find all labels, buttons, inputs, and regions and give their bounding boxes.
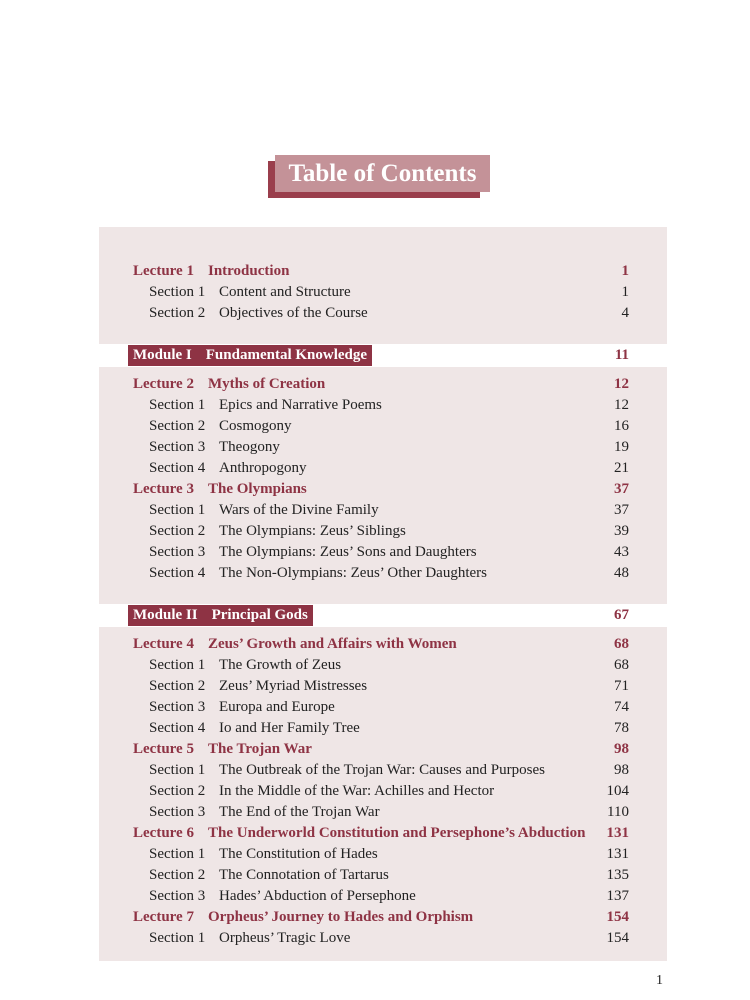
module-title: Fundamental Knowledge — [205, 347, 368, 363]
toc-section-row[interactable] — [99, 542, 667, 563]
module-title: Principal Gods — [211, 607, 308, 623]
page-number: 1 — [656, 973, 663, 988]
page-ref: 137 — [606, 888, 629, 904]
section-title: Hades’ Abduction of Persephone — [219, 888, 416, 904]
section-number: Section 3 — [149, 804, 206, 820]
section-title: Epics and Narrative Poems — [219, 397, 382, 413]
lecture-title: Zeus’ Growth and Affairs with Women — [208, 636, 457, 652]
toc-section-row[interactable] — [99, 802, 667, 823]
toc-lecture-row[interactable] — [99, 739, 667, 760]
toc-section-row[interactable] — [99, 437, 667, 458]
section-number: Section 1 — [149, 930, 206, 946]
section-title: Content and Structure — [219, 284, 351, 300]
toc-title-banner — [266, 155, 490, 199]
page-ref: 11 — [614, 347, 629, 363]
page-ref: 135 — [606, 867, 629, 883]
lecture-number: Lecture 2 — [133, 376, 194, 392]
toc-section-row[interactable] — [99, 886, 667, 907]
toc-lecture-row[interactable] — [99, 479, 667, 500]
page-ref: 110 — [607, 804, 629, 820]
page-ref: 68 — [614, 636, 629, 652]
page-ref: 71 — [614, 678, 629, 694]
section-title: Theogony — [219, 439, 280, 455]
toc-section-row[interactable] — [99, 395, 667, 416]
toc-module-row[interactable] — [99, 345, 667, 367]
toc-section-row[interactable] — [99, 865, 667, 886]
page-ref: 67 — [614, 607, 629, 623]
section-number: Section 1 — [149, 762, 206, 778]
section-number: Section 1 — [149, 284, 206, 300]
page-ref: 48 — [614, 565, 629, 581]
section-title: Anthropogony — [219, 460, 307, 476]
toc-section-row[interactable] — [99, 928, 667, 949]
page-ref: 68 — [614, 657, 629, 673]
toc-lecture-row[interactable] — [99, 374, 667, 395]
page-ref: 21 — [614, 460, 629, 476]
lecture-title: Orpheus’ Journey to Hades and Orphism — [208, 909, 474, 925]
toc-section-row[interactable] — [99, 718, 667, 739]
section-number: Section 2 — [149, 867, 206, 883]
toc-section-row[interactable] — [99, 760, 667, 781]
lecture-number: Lecture 7 — [133, 909, 194, 925]
section-title: The Connotation of Tartarus — [219, 867, 389, 883]
module-number: Module II — [133, 607, 198, 623]
page-ref: 74 — [614, 699, 629, 715]
page-ref: 12 — [614, 397, 629, 413]
section-number: Section 2 — [149, 418, 206, 434]
section-title: Io and Her Family Tree — [219, 720, 360, 736]
section-title: The End of the Trojan War — [219, 804, 380, 820]
section-number: Section 2 — [149, 523, 206, 539]
page-ref: 131 — [606, 825, 629, 841]
section-number: Section 3 — [149, 888, 206, 904]
section-number: Section 4 — [149, 460, 206, 476]
page-ref: 98 — [614, 741, 629, 757]
lecture-title: The Trojan War — [208, 741, 312, 757]
lecture-number: Lecture 3 — [133, 481, 194, 497]
page-ref: 37 — [614, 502, 629, 518]
toc-section-row[interactable] — [99, 521, 667, 542]
page-ref: 1 — [621, 284, 629, 300]
toc-lecture-row[interactable] — [99, 634, 667, 655]
section-number: Section 3 — [149, 699, 206, 715]
section-title: Zeus’ Myriad Mistresses — [219, 678, 368, 694]
section-number: Section 2 — [149, 678, 206, 694]
toc-section-row[interactable] — [99, 282, 667, 303]
section-title: The Olympians: Zeus’ Sons and Daughters — [219, 544, 477, 560]
page-ref: 154 — [606, 930, 629, 946]
page-ref: 37 — [614, 481, 629, 497]
lecture-number: Lecture 1 — [133, 263, 194, 279]
toc-section-row[interactable] — [99, 563, 667, 584]
section-number: Section 1 — [149, 502, 206, 518]
section-number: Section 1 — [149, 846, 206, 862]
toc-section-row[interactable] — [99, 655, 667, 676]
section-number: Section 1 — [149, 657, 206, 673]
toc-section-row[interactable] — [99, 458, 667, 479]
page-ref: 43 — [614, 544, 629, 560]
page-ref: 78 — [614, 720, 629, 736]
section-title: The Constitution of Hades — [219, 846, 378, 862]
page-ref: 39 — [614, 523, 629, 539]
page-ref: 19 — [614, 439, 629, 455]
module-number: Module I — [133, 347, 192, 363]
section-number: Section 2 — [149, 305, 206, 321]
lecture-title: The Underworld Constitution and Persephone’s Abduction — [208, 825, 586, 841]
section-number: Section 3 — [149, 439, 206, 455]
toc-lecture-row[interactable] — [99, 907, 667, 928]
toc-lecture-row[interactable] — [99, 261, 667, 282]
lecture-number: Lecture 6 — [133, 825, 194, 841]
toc-section-row[interactable] — [99, 676, 667, 697]
section-number: Section 1 — [149, 397, 206, 413]
lecture-title: The Olympians — [208, 481, 307, 497]
toc-section-row[interactable] — [99, 697, 667, 718]
module-heading — [128, 605, 313, 626]
section-number: Section 4 — [149, 720, 206, 736]
toc-section-row[interactable] — [99, 844, 667, 865]
lecture-number: Lecture 5 — [133, 741, 194, 757]
page-ref: 104 — [606, 783, 629, 799]
section-number: Section 2 — [149, 783, 206, 799]
section-title: In the Middle of the War: Achilles and Hector — [219, 783, 495, 799]
section-title: Orpheus’ Tragic Love — [219, 930, 351, 946]
module-heading — [128, 345, 372, 366]
page-ref: 16 — [614, 418, 629, 434]
section-title: The Non-Olympians: Zeus’ Other Daughters — [219, 565, 487, 581]
section-title: The Growth of Zeus — [219, 657, 342, 673]
table-of-contents — [99, 227, 667, 961]
page-ref: 98 — [614, 762, 629, 778]
toc-lecture-row[interactable] — [99, 823, 667, 844]
page-ref: 4 — [621, 305, 629, 321]
section-title: Objectives of the Course — [219, 305, 368, 321]
page-title: Table of Contents — [275, 155, 490, 192]
section-title: The Olympians: Zeus’ Siblings — [219, 523, 406, 539]
page-ref: 1 — [621, 263, 629, 279]
section-title: The Outbreak of the Trojan War: Causes and Purposes — [219, 762, 545, 778]
section-number: Section 3 — [149, 544, 206, 560]
section-number: Section 4 — [149, 565, 206, 581]
section-title: Cosmogony — [219, 418, 292, 434]
page-ref: 131 — [606, 846, 629, 862]
page-ref: 154 — [606, 909, 629, 925]
toc-section-row[interactable] — [99, 303, 667, 324]
lecture-title: Introduction — [208, 263, 290, 279]
lecture-title: Myths of Creation — [208, 376, 326, 392]
toc-section-row[interactable] — [99, 500, 667, 521]
page-ref: 12 — [614, 376, 629, 392]
section-title: Europa and Europe — [219, 699, 335, 715]
toc-section-row[interactable] — [99, 416, 667, 437]
toc-module-row[interactable] — [99, 605, 667, 627]
toc-section-row[interactable] — [99, 781, 667, 802]
section-title: Wars of the Divine Family — [219, 502, 379, 518]
lecture-number: Lecture 4 — [133, 636, 194, 652]
